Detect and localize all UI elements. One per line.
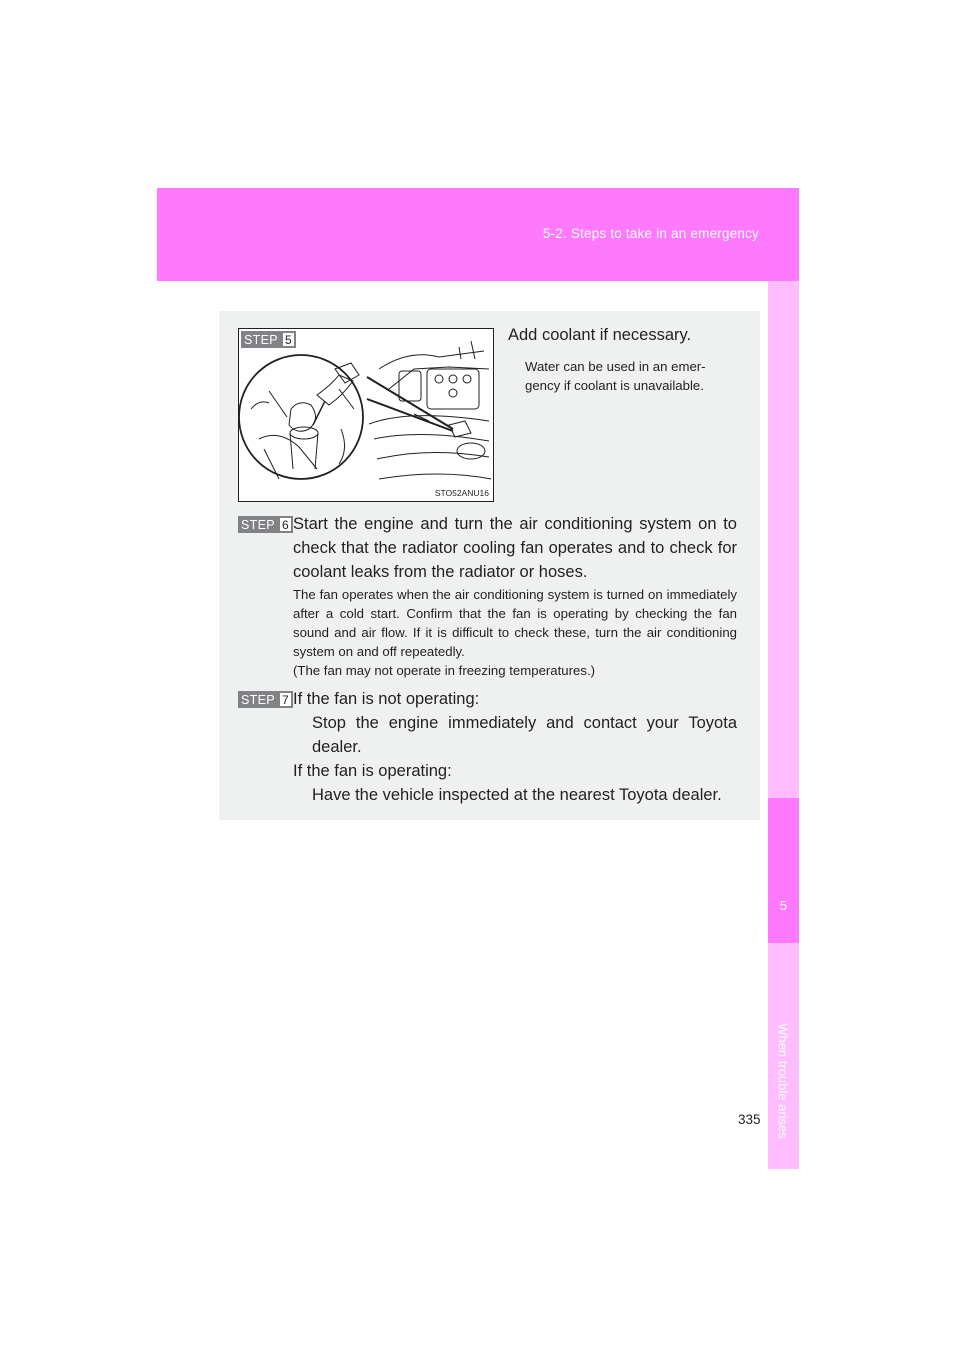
step-number: 7 [279, 692, 292, 707]
page-number: 335 [738, 1112, 761, 1127]
chapter-number-box [768, 798, 799, 943]
step-5-note: Water can be used in an emer- gency if coolant is unavailable. [525, 359, 706, 393]
engine-bay-drawing [239, 329, 493, 501]
step-6-note-freezing: (The fan may not operate in freezing temperatures.) [293, 663, 595, 678]
step-word: STEP [241, 517, 275, 532]
step-7-case1-action: Stop the engine immediately and contact your Toyota dealer. [312, 714, 737, 756]
step-5-text: Add coolant if necessary. [508, 326, 692, 344]
step-5-badge [241, 331, 296, 348]
step-7-case2-label: If the fan is operating: [293, 762, 452, 780]
step-number: 6 [279, 517, 292, 532]
step-6-text: Start the engine and turn the air conditioning system on to check that the radiator cooling fan operates and to check for coolant leaks from the radiator or hoses. [293, 515, 737, 581]
chapter-number: 5 [779, 898, 788, 913]
coolant-illustration [238, 328, 494, 502]
step-7-case1-label: If the fan is not operating: [293, 690, 480, 708]
step-6-badge [238, 516, 293, 533]
step-7-case2-action: Have the vehicle inspected at the nearest Toyota dealer. [312, 786, 722, 804]
step-6-note: The fan operates when the air conditioning system is turned on immediately after a cold start. Confirm that the fan is operating by checking the fan sound and air flow. If it is difficult to check these, turn the air conditioning system on and off repeatedly. [293, 587, 737, 659]
step-word: STEP [244, 332, 278, 347]
figure-code: STO52ANU16 [434, 488, 489, 498]
chapter-side-tab [768, 281, 799, 1169]
header-band [157, 188, 799, 281]
step-word: STEP [241, 692, 275, 707]
step-7-badge [238, 691, 293, 708]
step-number: 5 [282, 332, 295, 347]
chapter-title: When trouble arises [775, 1023, 791, 1139]
section-title: 5-2. Steps to take in an emergency [542, 226, 759, 241]
